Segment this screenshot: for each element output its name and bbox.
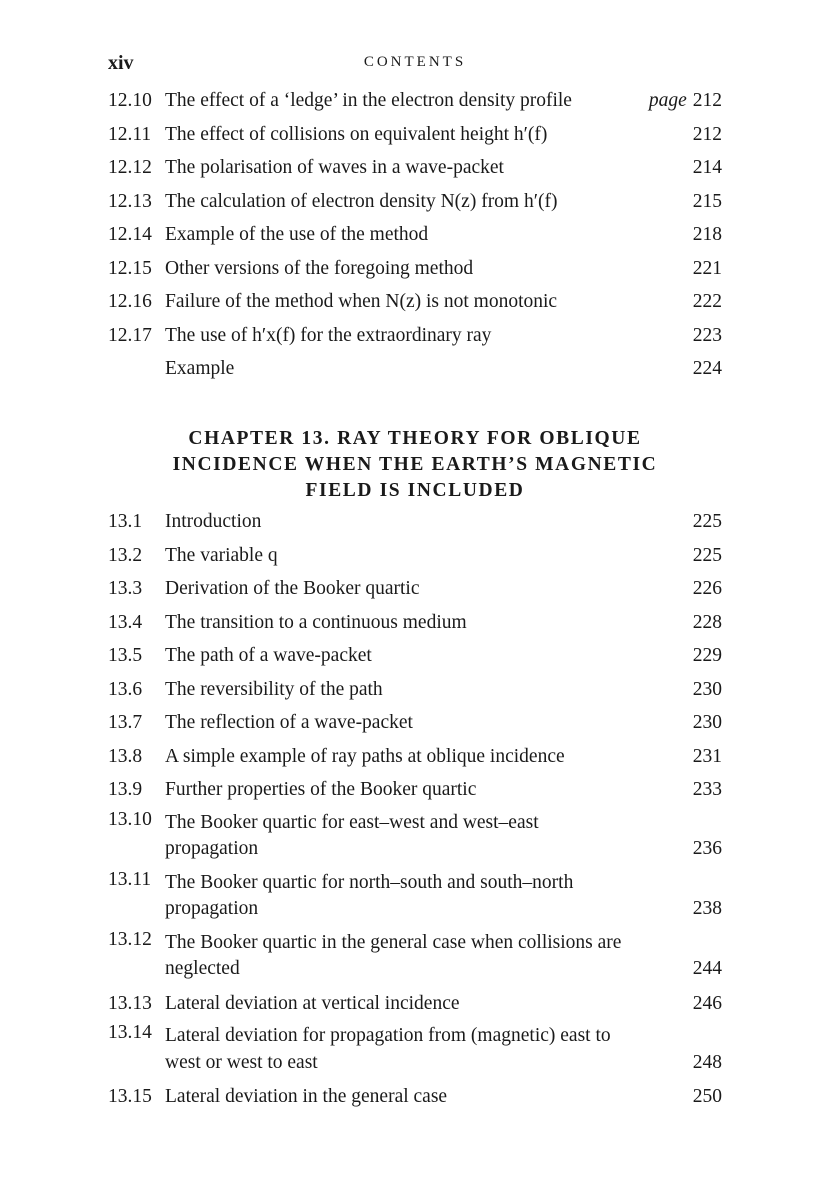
entry-title: The polarisation of waves in a wave-packet [165,157,504,178]
entry-title: Lateral deviation in the general case [165,1086,448,1107]
entry-page: 218 [692,224,722,245]
entry-page: 212 [692,123,722,145]
entry-page: 238 [692,898,722,919]
contents-entry [108,505,722,539]
entry-title: Other versions of the foregoing method [165,257,474,279]
contents-entry [108,673,722,707]
entry-title: Failure of the method when N(z) is not monotonic [165,291,558,312]
contents-entry [108,285,722,319]
entry-number: 12.13 [108,190,152,212]
contents-entry [108,639,722,673]
entry-title: The use of h′x(f) for the extraordinary ray [165,324,492,346]
contents-list-chapter-12 [108,84,722,386]
entry-title: The path of a wave-packet [165,645,372,666]
entry-title: Further properties of the Booker quartic [165,779,477,800]
entry-page: 248 [692,1051,722,1073]
entry-number: 13.4 [108,611,143,633]
entry-number: 12.15 [108,257,152,279]
entry-title: The reversibility of the path [165,678,383,700]
entry-title: The Booker quartic for north–south and south–north propagation [165,871,574,919]
entry-number: 13.6 [108,678,143,700]
entry-page: 230 [692,712,722,733]
entry-title: Lateral deviation at vertical incidence [165,992,460,1014]
entry-number: 13.12 [108,928,152,950]
entry-number: 12.10 [108,90,152,111]
page-header [108,52,722,82]
entry-page: 233 [692,779,722,800]
entry-page-number: 212 [692,90,722,111]
chapter-heading-line: INCIDENCE WHEN THE EARTH’S MAGNETIC [172,454,658,475]
entry-page: 222 [692,291,722,312]
entry-number: 12.14 [108,224,152,245]
entry-page: 221 [692,257,722,279]
entry-title: The transition to a continuous medium [165,611,467,633]
entry-title: A simple example of ray paths at oblique incidence [165,745,565,767]
entry-page: 230 [692,678,722,700]
entry-page: 225 [692,511,722,532]
contents-entry [108,185,722,219]
entry-title: Example of the use of the method [165,224,429,245]
contents-entry [108,539,722,573]
contents-entry [108,1080,722,1114]
entry-page: 250 [692,1086,722,1107]
contents-entry [108,706,722,740]
entry-number: 12.17 [108,324,152,346]
entry-number: 13.14 [108,1022,152,1043]
page-label: page [648,90,687,111]
entry-page: 228 [692,611,722,633]
entry-page: 224 [692,358,722,379]
entry-page: 236 [692,838,722,859]
contents-entry [108,84,722,118]
contents-entry [108,606,722,640]
entry-title: The Booker quartic in the general case when collisions are neglected [165,931,622,979]
entry-page: 215 [692,190,722,212]
contents-entry [108,118,722,152]
contents-entry [108,867,722,927]
entry-number: 13.11 [108,868,152,890]
contents-entry [108,927,722,987]
entry-number: 13.1 [108,511,143,532]
chapter-heading-line: CHAPTER 13. RAY THEORY FOR OBLIQUE [188,428,642,449]
entry-number: 13.8 [108,745,143,767]
entry-page: 225 [692,544,722,566]
contents-entry [108,740,722,774]
entry-number: 13.7 [108,712,143,733]
entry-number: 13.10 [108,808,152,830]
entry-page: 231 [692,745,722,767]
entry-title: The reflection of a wave-packet [165,712,413,733]
entry-page [649,84,722,118]
entry-title: Lateral deviation for propagation from (magnetic) east to west or west to east [165,1025,611,1073]
entry-number: 13.9 [108,779,143,800]
entry-page: 244 [692,958,722,979]
contents-entry [108,218,722,252]
entry-number: 13.5 [108,645,143,666]
contents-entry [108,319,722,353]
contents-entry [108,352,722,386]
entry-title: The variable q [165,544,278,566]
entry-number: 12.16 [108,291,152,312]
entry-page: 223 [692,324,722,346]
entry-title: Derivation of the Booker quartic [165,578,420,599]
entry-title: The calculation of electron density N(z) from h′(f) [165,190,558,212]
contents-entry [108,151,722,185]
contents-entry [108,572,722,606]
chapter-heading-line: FIELD IS INCLUDED [305,480,525,501]
entry-number: 13.2 [108,544,143,566]
entry-title: Example [165,358,235,379]
contents-entry [108,252,722,286]
entry-title: The effect of a ‘ledge’ in the electron density profile [165,90,572,111]
entry-page: 246 [692,992,722,1014]
page-number: xiv [108,52,134,74]
entry-number: 13.3 [108,578,143,599]
entry-title: The Booker quartic for east–west and west–east propagation [165,811,539,859]
entry-page: 226 [692,578,722,599]
entry-number: 13.15 [108,1086,152,1107]
entry-page: 214 [692,157,722,178]
contents-entry [108,807,722,867]
running-head: CONTENTS [363,54,467,70]
entry-title: Introduction [165,511,262,532]
chapter-heading [108,426,722,504]
entry-page: 229 [692,645,722,666]
contents-entry [108,1020,722,1080]
entry-number: 12.11 [108,123,152,145]
contents-list-chapter-13 [108,505,722,1114]
entry-number: 12.12 [108,157,152,178]
entry-number: 13.13 [108,992,152,1014]
contents-entry [108,987,722,1021]
entry-title: The effect of collisions on equivalent height h′(f) [165,123,548,145]
contents-entry [108,773,722,807]
